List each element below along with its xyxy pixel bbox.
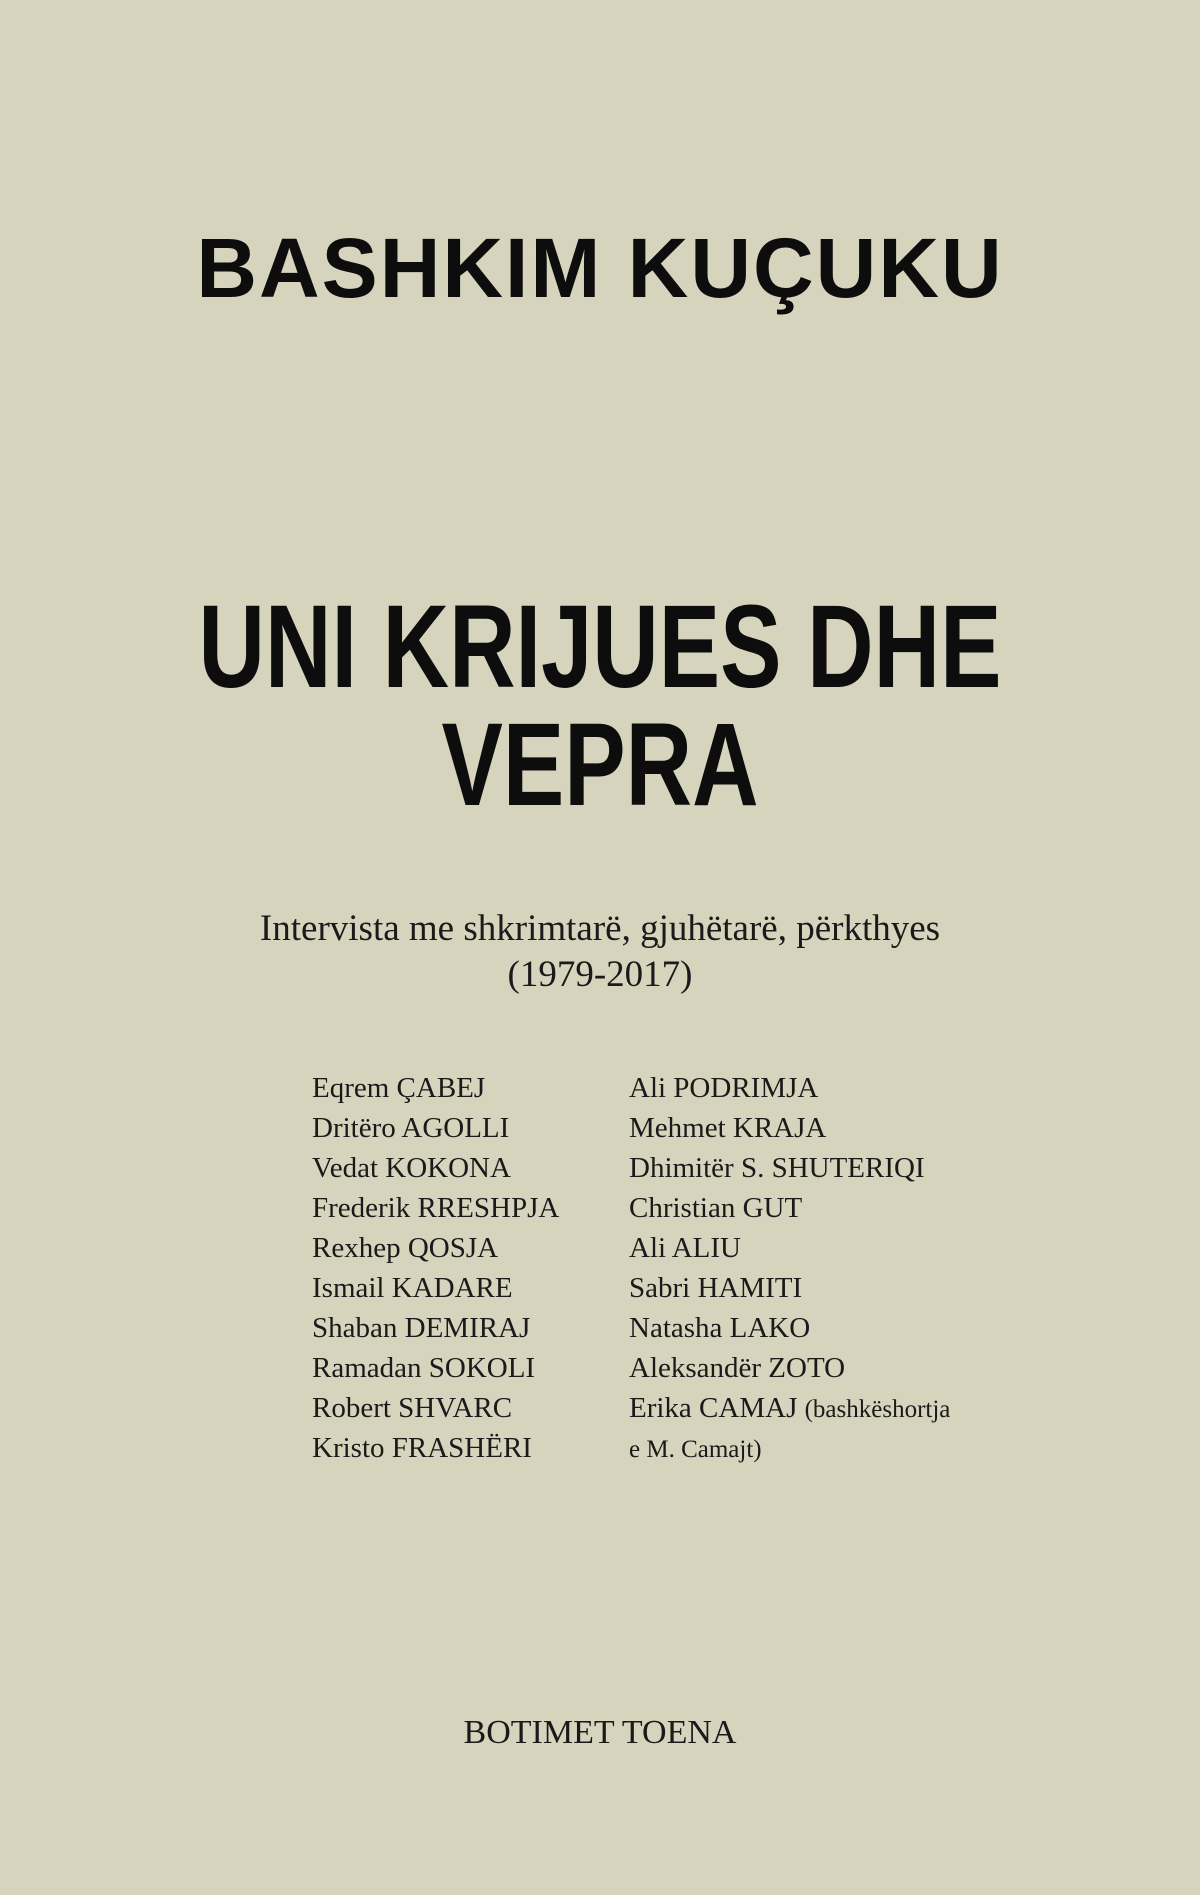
interviewee-name: Rexhep QOSJA bbox=[312, 1232, 499, 1264]
interviewee-name: Erika CAMAJ bbox=[629, 1392, 798, 1424]
interviewee-name: Kristo FRASHËRI bbox=[312, 1432, 532, 1464]
interviewee-name: Natasha LAKO bbox=[629, 1312, 811, 1344]
subtitle-line-2: (1979-2017) bbox=[507, 954, 693, 995]
interviewee-name: Christian GUT bbox=[629, 1192, 803, 1224]
subtitle-line-1: Intervista me shkrimtarë, gjuhëtarë, përkthyes bbox=[259, 908, 941, 949]
interviewee-name: Frederik RRESHPJA bbox=[312, 1192, 560, 1224]
interviewee-name: Ali PODRIMJA bbox=[629, 1072, 819, 1104]
interviewee-name: Eqrem ÇABEJ bbox=[312, 1072, 486, 1104]
interviewee-name: Sabri HAMITI bbox=[629, 1272, 803, 1304]
interviewee-name: Mehmet KRAJA bbox=[629, 1112, 827, 1144]
subtitle bbox=[0, 906, 1200, 998]
interviewee-name: Ramadan SOKOLI bbox=[312, 1352, 536, 1384]
interviewee-name: Ismail KADARE bbox=[312, 1272, 513, 1304]
interviewee-name: Dritëro AGOLLI bbox=[312, 1112, 510, 1144]
interviewee-name: Dhimitër S. SHUTERIQI bbox=[629, 1152, 925, 1184]
interviewee-list-right bbox=[629, 1068, 950, 1470]
interviewee-name: Ali ALIU bbox=[629, 1232, 741, 1264]
interviewee-name: Robert SHVARC bbox=[312, 1392, 513, 1424]
interviewee-name: Aleksandër ZOTO bbox=[629, 1352, 846, 1384]
interviewee-name: Shaban DEMIRAJ bbox=[312, 1312, 531, 1344]
interviewee-list-left bbox=[312, 1068, 559, 1468]
interviewee-name: Vedat KOKONA bbox=[312, 1152, 511, 1184]
interviewee-note-continued: e M. Camajt) bbox=[629, 1436, 762, 1463]
interviewee-note: (bashkëshortja bbox=[804, 1396, 951, 1423]
publisher-name: BOTIMET TOENA bbox=[463, 1714, 737, 1751]
author-name: BASHKIM KUÇUKU bbox=[196, 221, 1004, 315]
book-title: UNI KRIJUES DHE VEPRA bbox=[198, 581, 1002, 831]
interviewee-name-with-note bbox=[629, 1388, 950, 1430]
